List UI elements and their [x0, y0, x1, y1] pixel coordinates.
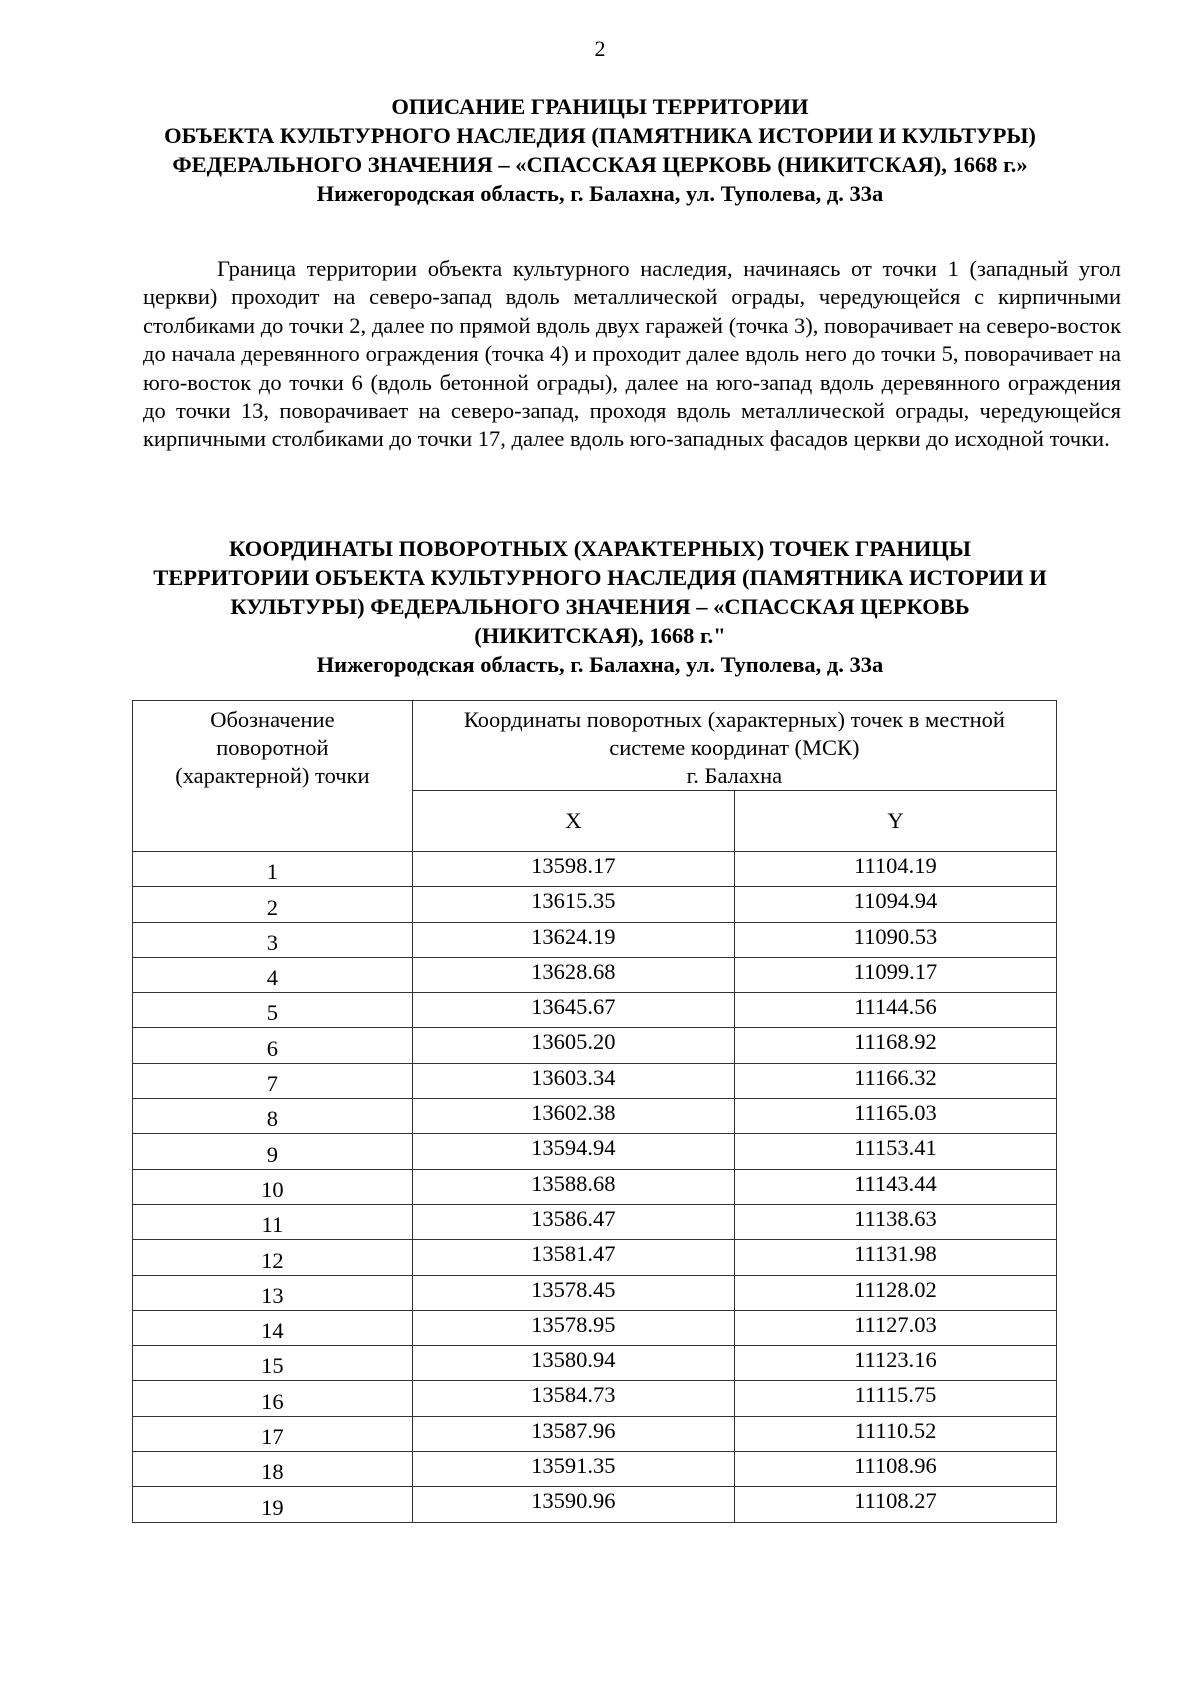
table-row — [133, 1452, 1057, 1487]
heading-line: ТЕРРИТОРИИ ОБЪЕКТА КУЛЬТУРНОГО НАСЛЕДИЯ (ПАМЯТНИКА ИСТОРИИ И — [153, 565, 1047, 590]
point-number-cell: 11 — [133, 1204, 413, 1239]
boundary-description-paragraph: Граница территории объекта культурного наследия, начинаясь от точки 1 (западный угол церкви) проходит на северо-запад вдоль металлической ограды, чередующейся с кирпичными столбиками до точки 2, далее по прямой вдоль двух гаражей (точка 3), поворачивает на северо-восток до начала деревянного ограждения (точка 4) и проходит далее вдоль него до точки 5, поворачивает на юго-восток до точки 6 (вдоль бетонной ограды), далее на юго-запад вдоль деревянного ограждения до точки 13, поворачивает на северо-запад, проходя вдоль металлической ограды, чередующейся кирпичными столбиками до точки 17, далее вдоль юго-западных фасадов церкви до исходной точки. — [143, 256, 1121, 452]
section-title-coordinates — [120, 534, 1080, 679]
table-row — [133, 887, 1057, 922]
y-coordinate-cell: 11127.03 — [734, 1310, 1056, 1345]
point-number-cell: 2 — [133, 887, 413, 922]
table-row — [133, 1240, 1057, 1275]
y-coordinate-cell: 11153.41 — [734, 1134, 1056, 1169]
table-header-row — [133, 701, 1057, 791]
x-coordinate-cell: 13594.94 — [412, 1134, 734, 1169]
table-row — [133, 1381, 1057, 1416]
table-row — [133, 852, 1057, 887]
x-coordinate-cell: 13588.68 — [412, 1169, 734, 1204]
section-title-boundary-description — [120, 92, 1080, 208]
y-coordinate-cell: 11099.17 — [734, 957, 1056, 992]
coordinates-table — [132, 700, 1057, 1523]
y-coordinate-cell: 11104.19 — [734, 852, 1056, 887]
table-row — [133, 1063, 1057, 1098]
table-row — [133, 1134, 1057, 1169]
y-coordinate-cell: 11110.52 — [734, 1416, 1056, 1451]
table-row — [133, 1099, 1057, 1134]
y-coordinate-cell: 11165.03 — [734, 1099, 1056, 1134]
x-coordinate-cell: 13591.35 — [412, 1452, 734, 1487]
point-number-cell: 9 — [133, 1134, 413, 1169]
x-column-header: X — [412, 791, 734, 852]
header-line: г. Балахна — [686, 763, 783, 788]
table-row — [133, 922, 1057, 957]
point-number-cell: 18 — [133, 1452, 413, 1487]
heading-line: ОБЪЕКТА КУЛЬТУРНОГО НАСЛЕДИЯ (ПАМЯТНИКА ИСТОРИИ И КУЛЬТУРЫ) — [164, 123, 1036, 148]
y-coordinate-cell: 11090.53 — [734, 922, 1056, 957]
coordinates-group-header — [412, 701, 1056, 791]
point-number-cell: 10 — [133, 1169, 413, 1204]
point-number-cell: 19 — [133, 1487, 413, 1522]
header-line: Координаты поворотных (характерных) точек в местной — [463, 707, 1005, 732]
point-number-cell: 7 — [133, 1063, 413, 1098]
x-coordinate-cell: 13615.35 — [412, 887, 734, 922]
table-row — [133, 957, 1057, 992]
heading-line: КУЛЬТУРЫ) ФЕДЕРАЛЬНОГО ЗНАЧЕНИЯ – «СПАССКАЯ ЦЕРКОВЬ — [230, 594, 970, 619]
point-number-cell: 5 — [133, 993, 413, 1028]
x-coordinate-cell: 13581.47 — [412, 1240, 734, 1275]
heading-line: ОПИСАНИЕ ГРАНИЦЫ ТЕРРИТОРИИ — [391, 94, 809, 119]
point-number-cell: 1 — [133, 852, 413, 887]
heading-line: Нижегородская область, г. Балахна, ул. Туполева, д. 33а — [316, 652, 884, 677]
y-coordinate-cell: 11168.92 — [734, 1028, 1056, 1063]
header-line: Обозначение — [210, 707, 335, 732]
x-coordinate-cell: 13605.20 — [412, 1028, 734, 1063]
header-line: системе координат (МСК) — [609, 735, 860, 760]
point-number-cell: 15 — [133, 1346, 413, 1381]
y-coordinate-cell: 11131.98 — [734, 1240, 1056, 1275]
page-number: 2 — [594, 36, 606, 61]
point-number-cell: 16 — [133, 1381, 413, 1416]
y-coordinate-cell: 11128.02 — [734, 1275, 1056, 1310]
x-coordinate-cell: 13590.96 — [412, 1487, 734, 1522]
point-number-cell: 8 — [133, 1099, 413, 1134]
table-row — [133, 1204, 1057, 1239]
header-line: поворотной — [216, 735, 329, 760]
x-coordinate-cell: 13598.17 — [412, 852, 734, 887]
x-coordinate-cell: 13584.73 — [412, 1381, 734, 1416]
point-designation-header — [133, 701, 413, 852]
x-coordinate-cell: 13645.67 — [412, 993, 734, 1028]
point-number-cell: 6 — [133, 1028, 413, 1063]
x-coordinate-cell: 13602.38 — [412, 1099, 734, 1134]
heading-line: КООРДИНАТЫ ПОВОРОТНЫХ (ХАРАКТЕРНЫХ) ТОЧЕК ГРАНИЦЫ — [229, 536, 971, 561]
x-coordinate-cell: 13628.68 — [412, 957, 734, 992]
table-row — [133, 1169, 1057, 1204]
x-coordinate-cell: 13587.96 — [412, 1416, 734, 1451]
x-coordinate-cell: 13578.45 — [412, 1275, 734, 1310]
table-row — [133, 1028, 1057, 1063]
table-body — [133, 852, 1057, 1523]
table-row — [133, 993, 1057, 1028]
x-coordinate-cell: 13578.95 — [412, 1310, 734, 1345]
heading-line: (НИКИТСКАЯ), 1668 г." — [474, 623, 726, 648]
x-coordinate-cell: 13624.19 — [412, 922, 734, 957]
x-coordinate-cell: 13580.94 — [412, 1346, 734, 1381]
y-coordinate-cell: 11115.75 — [734, 1381, 1056, 1416]
table-row — [133, 1346, 1057, 1381]
y-coordinate-cell: 11108.96 — [734, 1452, 1056, 1487]
point-number-cell: 14 — [133, 1310, 413, 1345]
point-number-cell: 17 — [133, 1416, 413, 1451]
x-coordinate-cell: 13586.47 — [412, 1204, 734, 1239]
y-coordinate-cell: 11108.27 — [734, 1487, 1056, 1522]
y-coordinate-cell: 11143.44 — [734, 1169, 1056, 1204]
heading-line: Нижегородская область, г. Балахна, ул. Туполева, д. 33а — [316, 181, 884, 206]
y-column-header: Y — [734, 791, 1056, 852]
y-coordinate-cell: 11166.32 — [734, 1063, 1056, 1098]
y-coordinate-cell: 11144.56 — [734, 993, 1056, 1028]
point-number-cell: 4 — [133, 957, 413, 992]
y-coordinate-cell: 11123.16 — [734, 1346, 1056, 1381]
y-coordinate-cell: 11138.63 — [734, 1204, 1056, 1239]
point-number-cell: 13 — [133, 1275, 413, 1310]
header-line: (характерной) точки — [175, 763, 370, 788]
point-number-cell: 12 — [133, 1240, 413, 1275]
x-coordinate-cell: 13603.34 — [412, 1063, 734, 1098]
table-row — [133, 1487, 1057, 1522]
table-row — [133, 1416, 1057, 1451]
table-row — [133, 1275, 1057, 1310]
table-row — [133, 1310, 1057, 1345]
y-coordinate-cell: 11094.94 — [734, 887, 1056, 922]
heading-line: ФЕДЕРАЛЬНОГО ЗНАЧЕНИЯ – «СПАССКАЯ ЦЕРКОВЬ (НИКИТСКАЯ), 1668 г.» — [172, 152, 1028, 177]
point-number-cell: 3 — [133, 922, 413, 957]
